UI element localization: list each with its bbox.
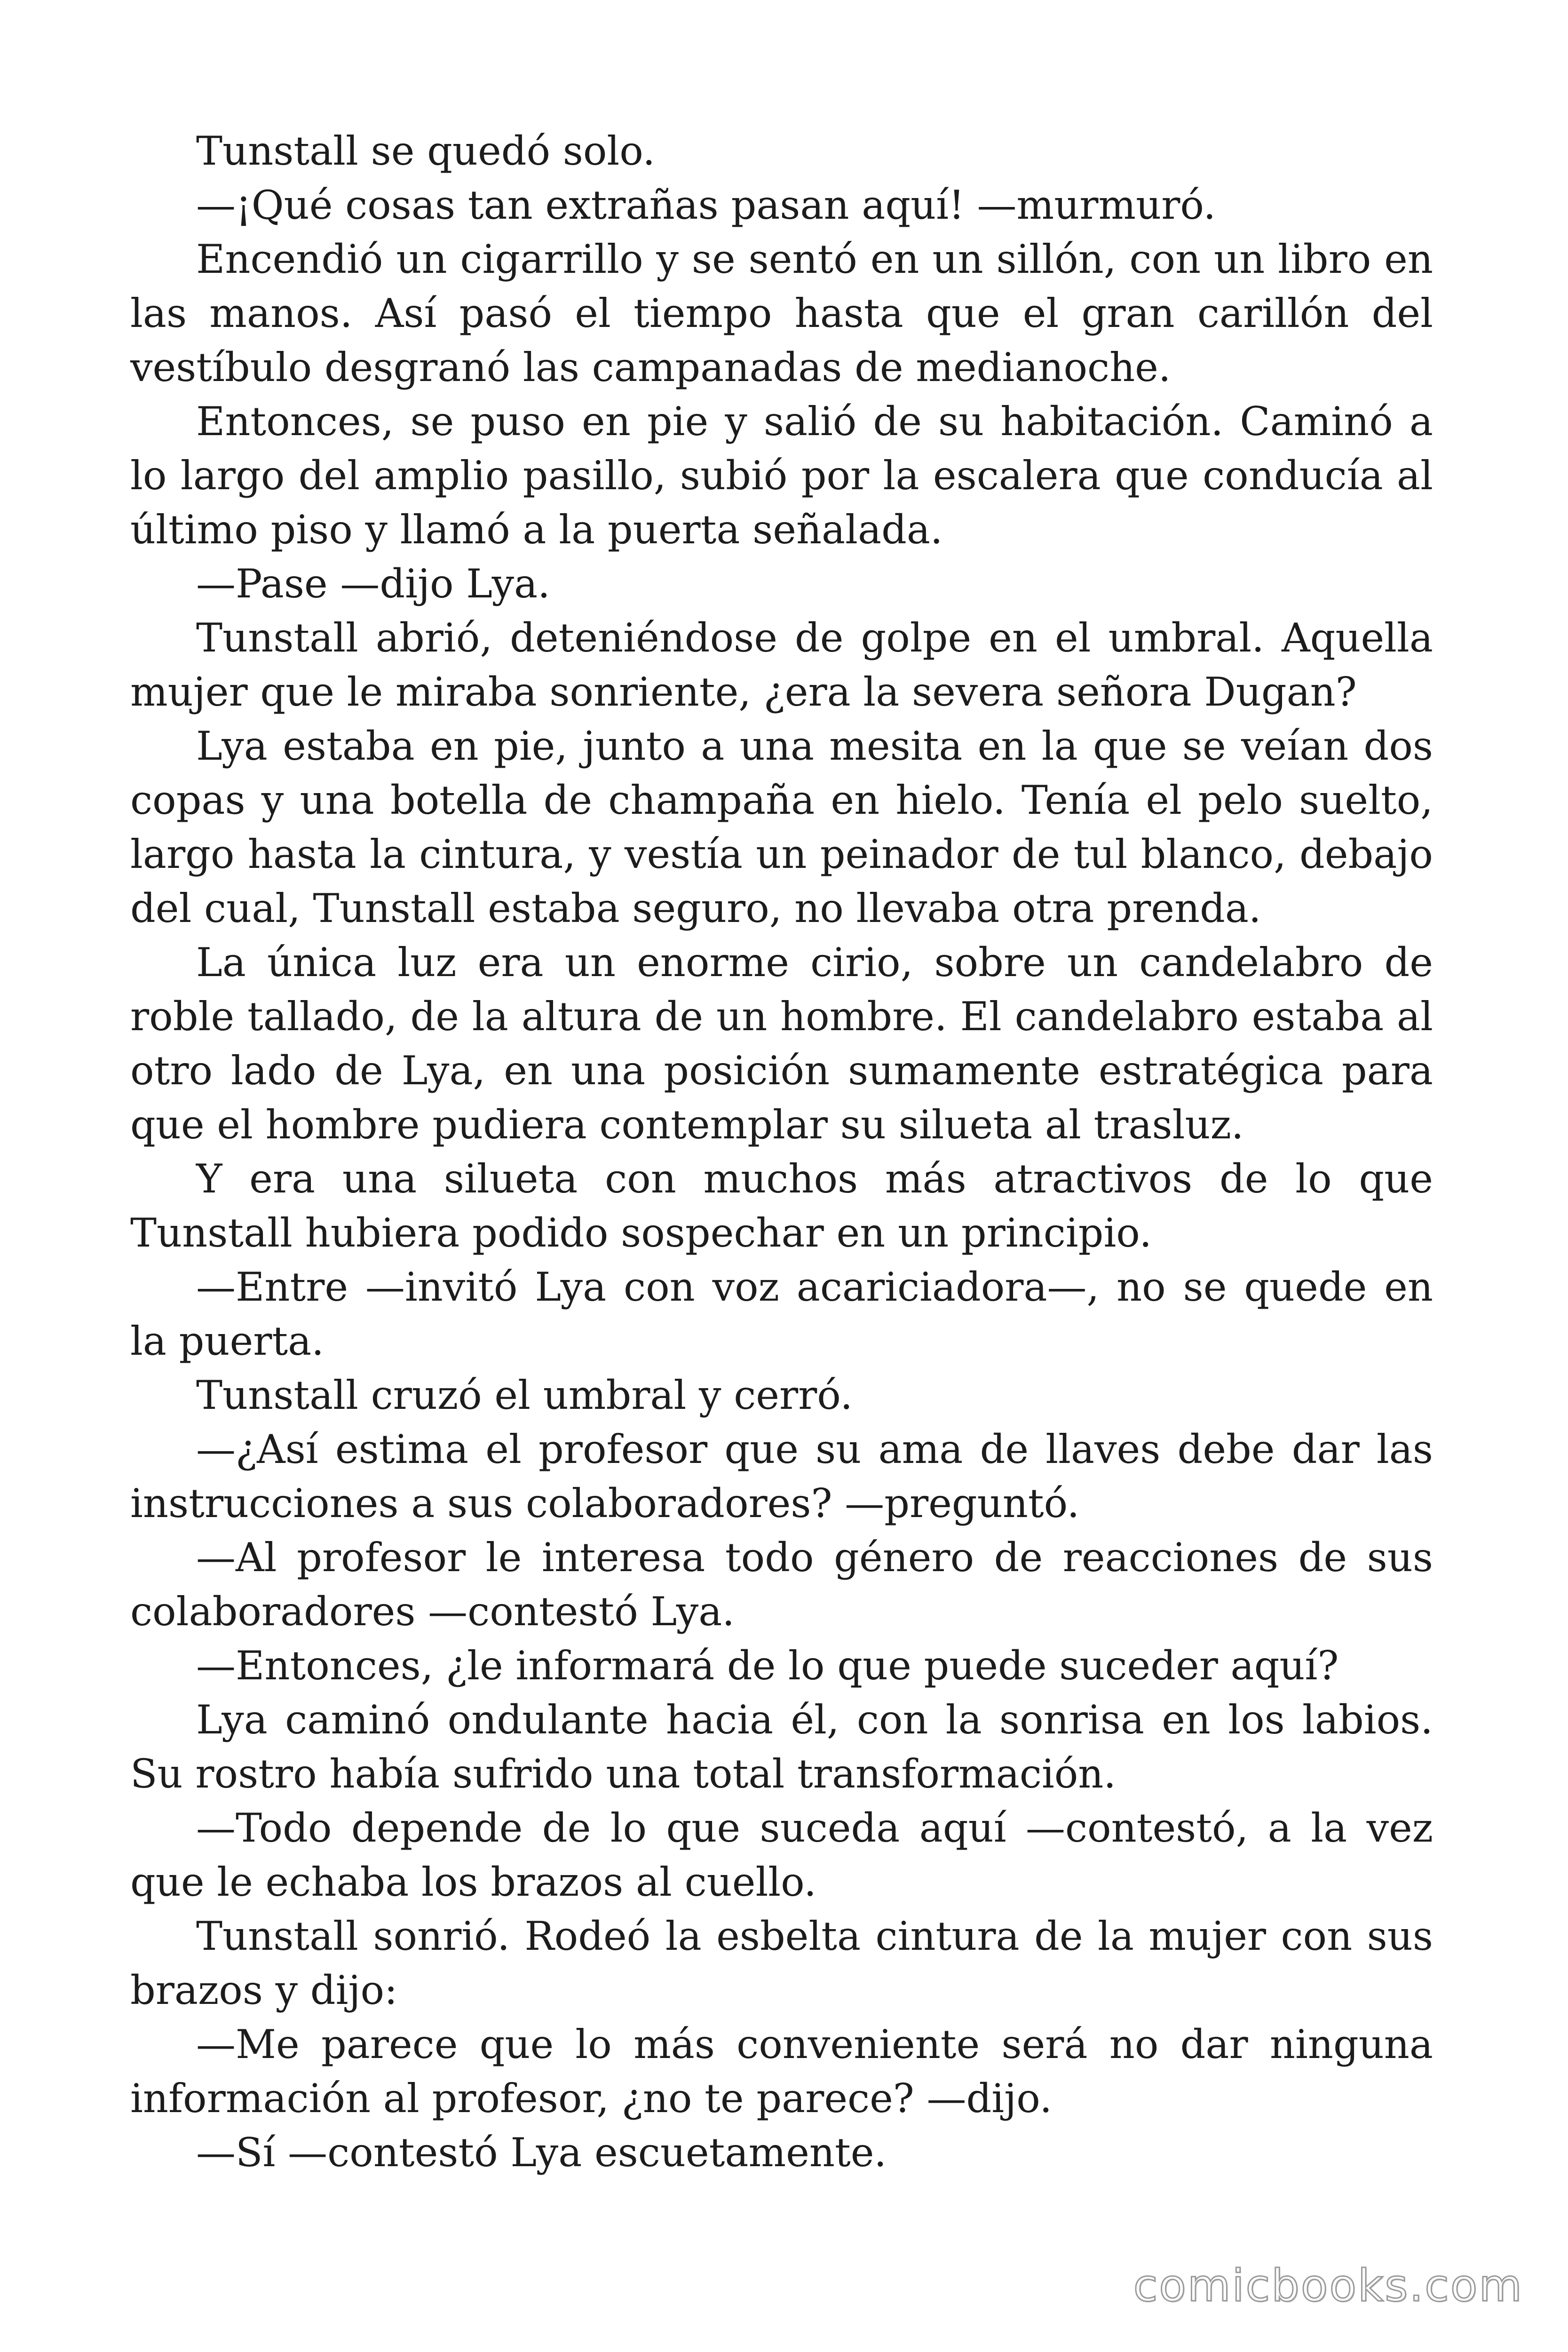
paragraph: —Al profesor le interesa todo género de reacciones de sus colaboradores —contestó Lya. <box>130 1534 1433 1635</box>
paragraph: Tunstall abrió, deteniéndose de golpe en el umbral. Aquella mujer que le miraba sonriente, ¿era la severa señora Dugan? <box>130 615 1433 715</box>
paragraph: Tunstall sonrió. Rodeó la esbelta cintura de la mujer con sus brazos y dijo: <box>130 1913 1433 2013</box>
paragraph: Entonces, se puso en pie y salió de su habitación. Caminó a lo largo del amplio pasillo, subió por la escalera que conducía al último piso y llamó a la puerta señalada. <box>130 398 1433 553</box>
paragraph: —Todo depende de lo que suceda aquí —contestó, a la vez que le echaba los brazos al cuello. <box>130 1805 1433 1905</box>
paragraph: —Entre —invitó Lya con voz acariciadora—, no se quede en la puerta. <box>130 1264 1433 1364</box>
paragraph: Lya estaba en pie, junto a una mesita en la que se veían dos copas y una botella de champaña en hielo. Tenía el pelo suelto, largo hasta la cintura, y vestía un peinador de tul blanco, debajo del cual, Tunstall estaba seguro, no llevaba otra prenda. <box>130 723 1433 931</box>
watermark: comicbooks.com <box>1133 2260 1523 2312</box>
book-page-text <box>130 124 1433 2180</box>
paragraph: —Me parece que lo más conveniente será no dar ninguna información al profesor, ¿no te parece? —dijo. <box>130 2021 1433 2122</box>
paragraph: —Sí —contestó Lya escuetamente. <box>196 2130 887 2176</box>
paragraph: Y era una silueta con muchos más atractivos de lo que Tunstall hubiera podido sospechar en un principio. <box>130 1156 1433 1256</box>
paragraph: —Entonces, ¿le informará de lo que puede suceder aquí? <box>196 1643 1339 1689</box>
paragraph: Tunstall cruzó el umbral y cerró. <box>196 1372 853 1418</box>
paragraph: —Pase —dijo Lya. <box>196 561 550 607</box>
paragraph: Encendió un cigarrillo y se sentó en un sillón, con un libro en las manos. Así pasó el tiempo hasta que el gran carillón del vestíbulo desgranó las campanadas de medianoche. <box>130 236 1433 390</box>
paragraph: —¿Así estima el profesor que su ama de llaves debe dar las instrucciones a sus colaboradores? —preguntó. <box>130 1426 1433 1526</box>
paragraph: —¡Qué cosas tan extrañas pasan aquí! —murmuró. <box>196 182 1216 228</box>
paragraph: Lya caminó ondulante hacia él, con la sonrisa en los labios. Su rostro había sufrido una total transformación. <box>130 1697 1433 1797</box>
paragraph: Tunstall se quedó solo. <box>196 128 656 174</box>
paragraph: La única luz era un enorme cirio, sobre un candelabro de roble tallado, de la altura de un hombre. El candelabro estaba al otro lado de Lya, en una posición sumamente estratégica para que el hombre pudiera contemplar su silueta al trasluz. <box>130 939 1433 1148</box>
